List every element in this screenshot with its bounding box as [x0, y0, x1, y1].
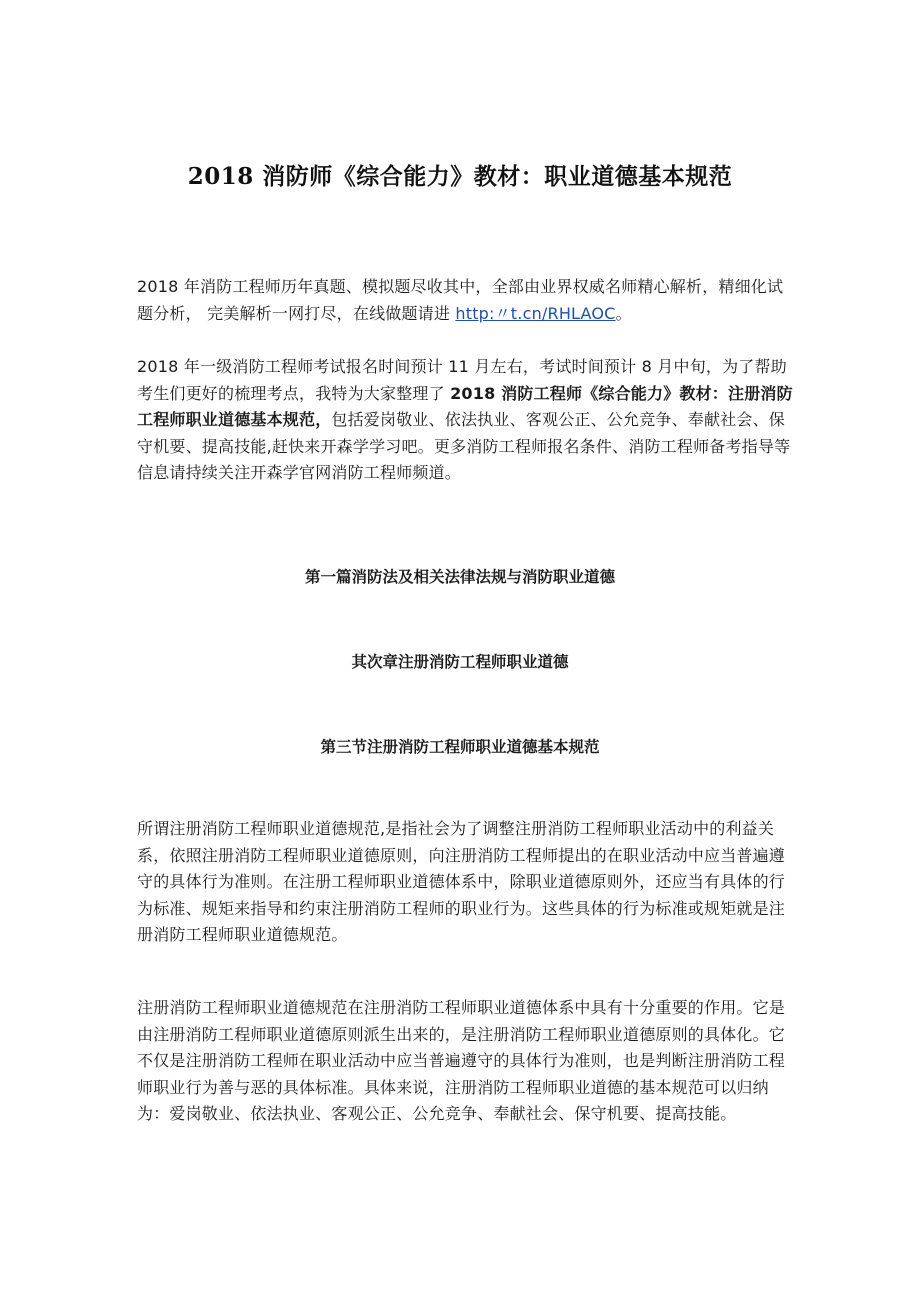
exam-info-bold-text: 2018 消防工程师《综合能力》教材：注册消防工程师职业道德基本规范，	[137, 383, 793, 429]
intro-paragraph	[137, 274, 793, 327]
intro-text: 2018 年消防工程师历年真题、模拟题尽收其中，全部由业界权威名师精心解析，精细化试题分析， 完美解析一网打尽，在线做题请进	[137, 277, 784, 323]
role-paragraph: 注册消防工程师职业道德规范在注册消防工程师职业道德体系中具有十分重要的作用。它是由注册消防工程师职业道德原则派生出来的，是注册消防工程师职业道德原则的具体化。它不仅是注册消防工程师在职业活动中应当普遍遵守的具体行为准则，也是判断注册消防工程师职业行为善与恶的具体标准。具体来说，注册消防工程师职业道德的基本规范可以归纳为：爱岗敬业、依法执业、客观公正、公允竞争、奉献社会、保守机要、提高技能。	[137, 998, 786, 1123]
exam-info-paragraph	[137, 354, 793, 487]
page-title	[0, 159, 920, 195]
definition-paragraph: 所谓注册消防工程师职业道德规范,是指社会为了调整注册消防工程师职业活动中的利益关系，依照注册消防工程师职业道德原则，向注册消防工程师提出的在职业活动中应当普遍遵守的具体行为准则。在注册工程师职业道德体系中，除职业道德原则外，还应当有具体的行为标准、规矩来指导和约束注册消防工程师的职业行为。这些具体的行为标准或规矩就是注册消防工程师职业道德规范。	[137, 819, 786, 944]
exam-info-text-continued: 包括爱岗敬业、依法执业、客观公正、公允竞争、奉献社会、保守机要、提高技能,赶快来开森学学习吧。更多消防工程师报名条件、消防工程师备考指导等信息请持续关注开森学官网消防工程师频道。	[137, 410, 791, 482]
exam-info-text: 2018 年一级消防工程师考试报名时间预计 11 月左右，考试时间预计 8 月中旬，为了帮助考生们更好的梳理考点，我特为大家整理了	[137, 357, 787, 403]
title-text: 消防师《综合能力》教材：职业道德基本规范	[262, 164, 733, 191]
practice-link[interactable]: http:〃t.cn/RHLAOC	[455, 303, 616, 323]
title-year: 2018	[187, 163, 254, 191]
part-heading: 第一篇消防法及相关法律法规与消防职业道德	[304, 568, 615, 586]
chapter-heading: 其次章注册消防工程师职业道德	[351, 653, 569, 671]
intro-suffix: 。	[615, 303, 632, 323]
section-heading: 第三节注册消防工程师职业道德基本规范	[320, 738, 600, 756]
